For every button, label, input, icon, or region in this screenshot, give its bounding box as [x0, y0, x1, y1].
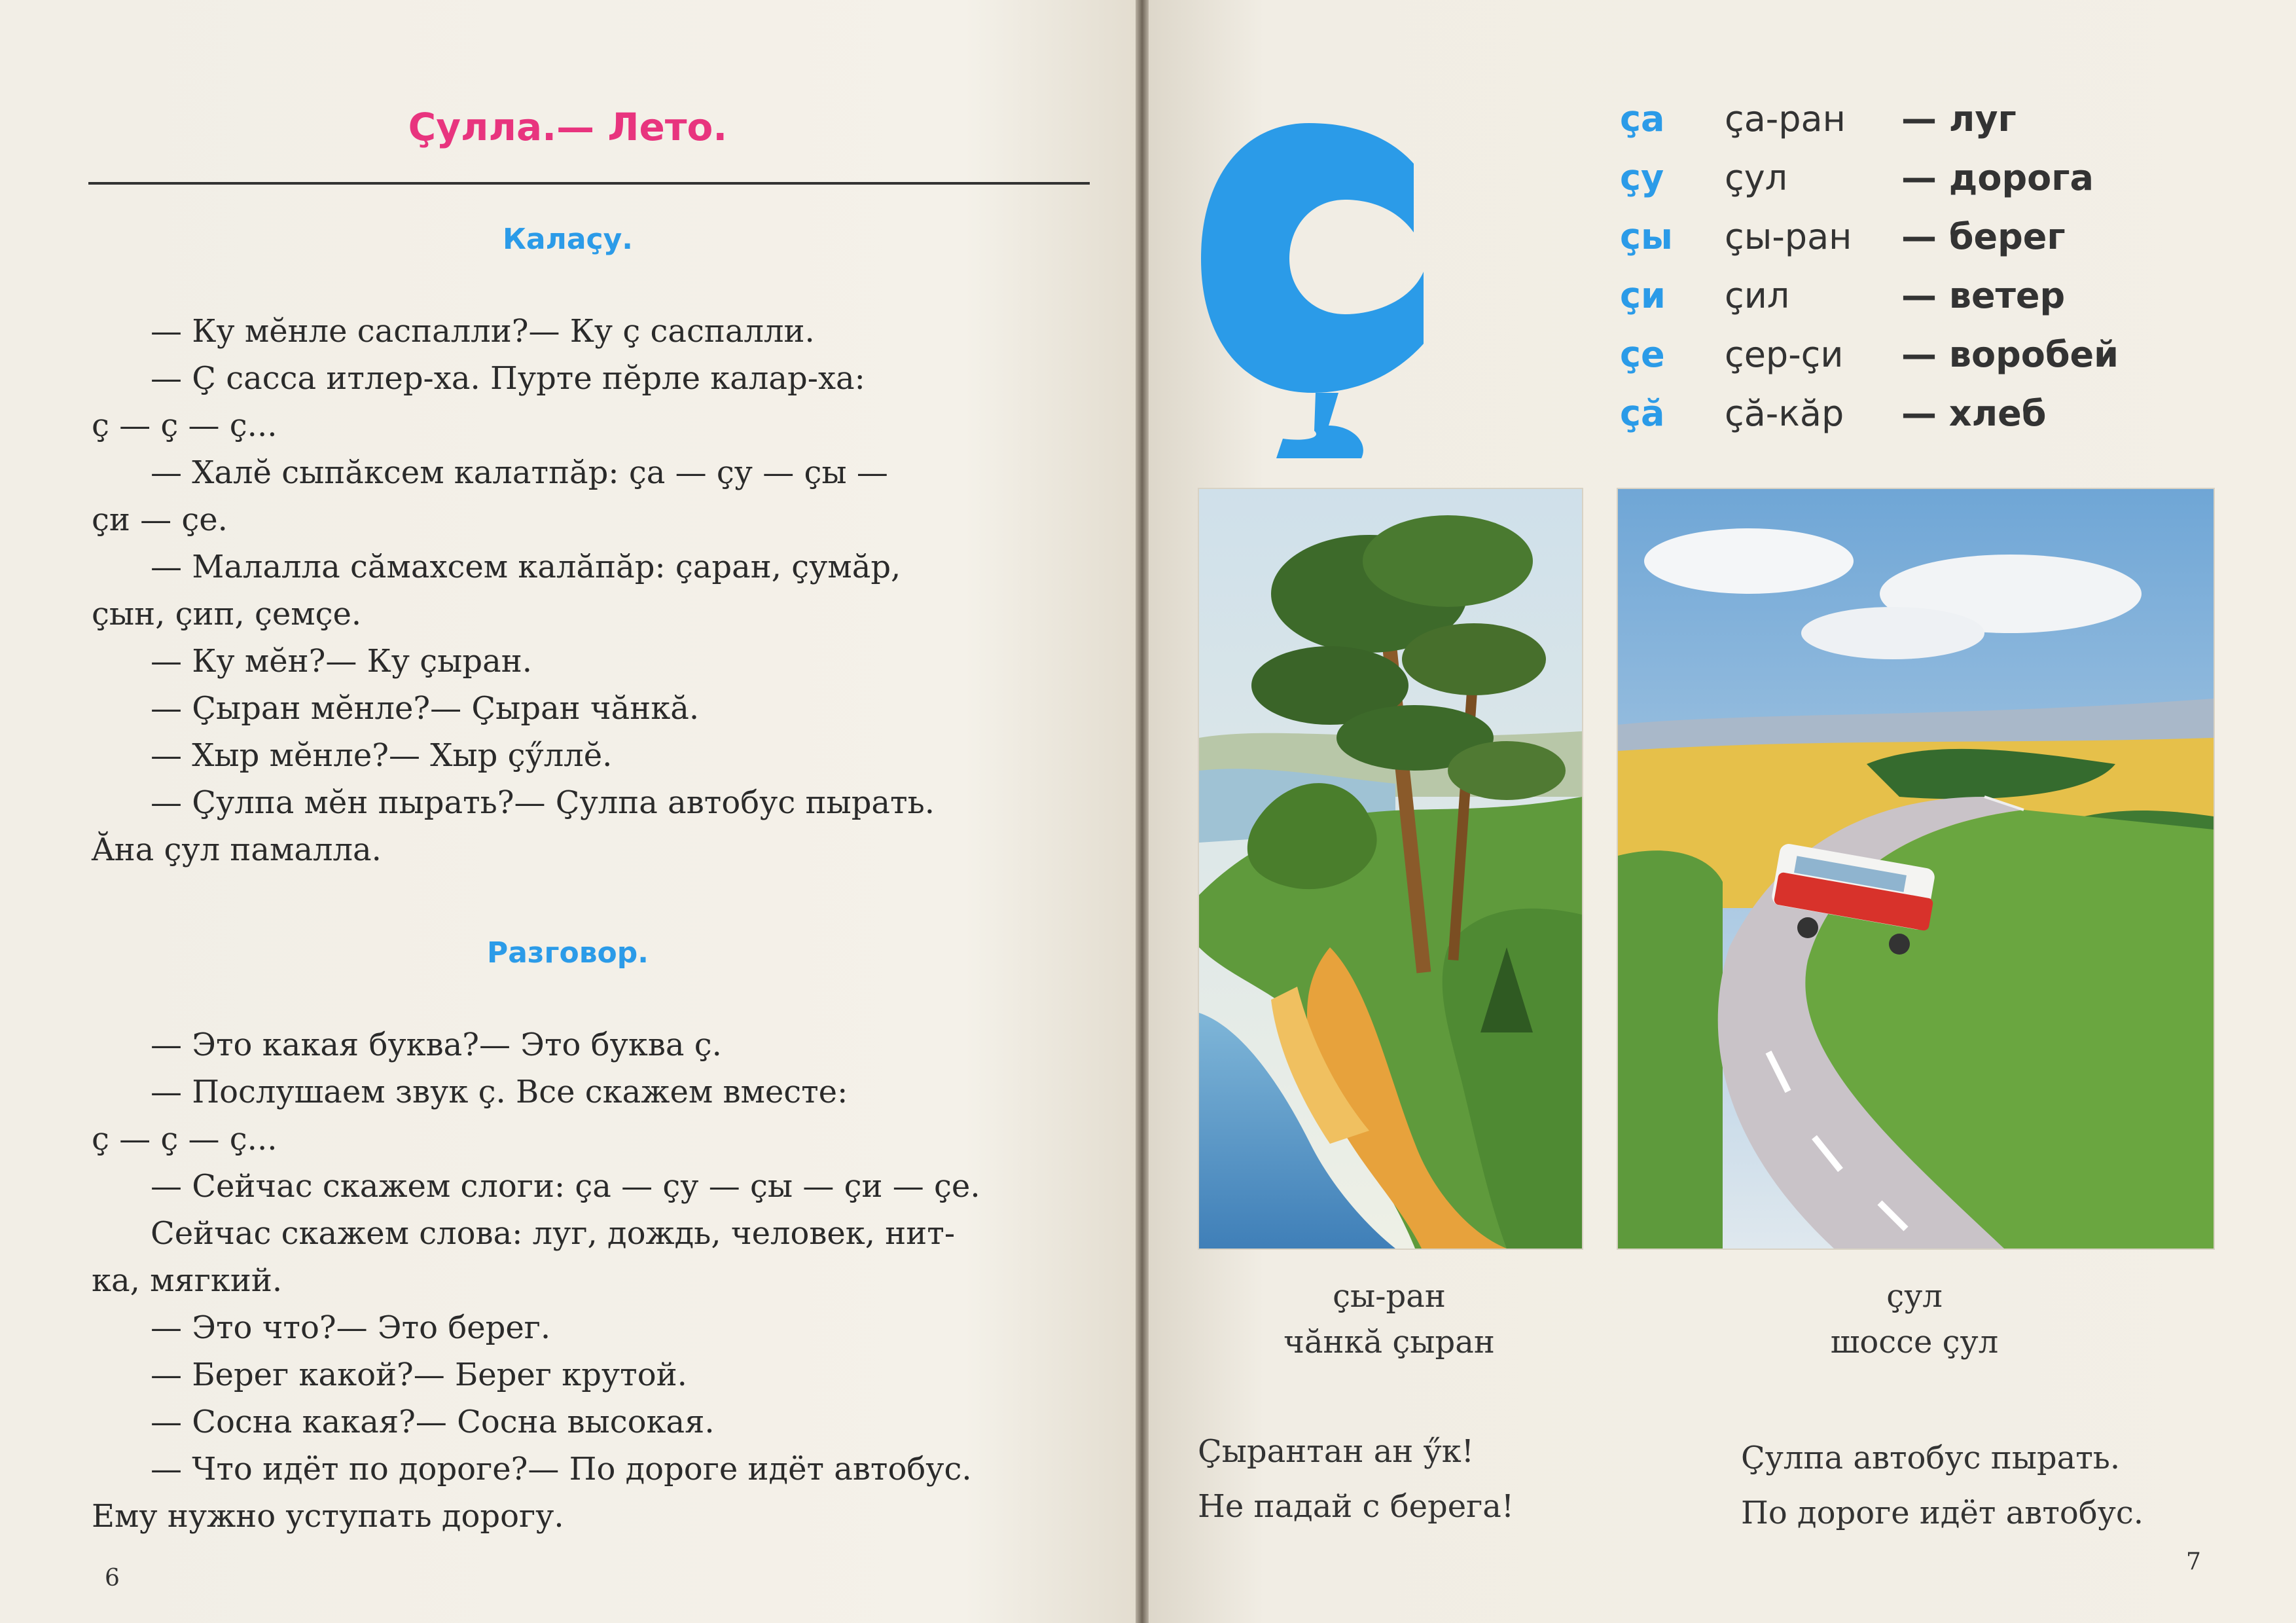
chuvash-word: çă-кăр: [1725, 393, 1844, 434]
dialogue-line: — Сейчас скажем слоги: ça — çу — çы — çи — çе.: [151, 1168, 980, 1205]
phrase-chuvash: Çулпа автобус пырать.: [1741, 1440, 2121, 1476]
syllable-row: [1620, 216, 2274, 275]
syllable-row: [1620, 334, 2274, 393]
dialogue-line: — Послушаем звук ç. Все скажем вместе:: [151, 1074, 848, 1110]
dialogue-line: ç — ç — ç...: [92, 1121, 278, 1158]
russian-translation: — ветер: [1901, 275, 2066, 316]
chuvash-word: çил: [1725, 275, 1790, 316]
page-number-left: 6: [105, 1565, 120, 1592]
syllable-row: [1620, 157, 2274, 216]
chuvash-word: ça-ран: [1725, 98, 1846, 139]
dialogue-line: — Ку мĕн?— Ку çыран.: [151, 643, 532, 680]
phrase-road: [1741, 1431, 2144, 1541]
syllable-row: [1620, 393, 2274, 452]
dialogue-line: — Халĕ сыпăксем калатпăр: ça — çу — çы —: [151, 454, 888, 491]
dialogue-line: ка, мягкий.: [92, 1262, 283, 1299]
dialogue-line: — Çулпа мĕн пырать?— Çулпа автобус пырать.: [151, 784, 935, 821]
chuvash-word: çы-ран: [1725, 216, 1852, 257]
dialogue-line: — Берег какой?— Берег крутой.: [151, 1357, 687, 1393]
dialogue-line: ç — ç — ç...: [92, 407, 278, 444]
russian-translation: — дорога: [1901, 157, 2094, 198]
chuvash-word: çер-çи: [1725, 334, 1844, 375]
syllable: ça: [1620, 98, 1665, 139]
chuvash-word: çул: [1725, 157, 1788, 198]
dialogue-line: — Что идёт по дороге?— По дороге идёт автобус.: [151, 1451, 972, 1487]
page-number-right: 7: [2186, 1548, 2201, 1575]
riverbank-illustration: [1198, 488, 1583, 1250]
dialogue-line: — Хыр мĕнле?— Хыр çӳллĕ.: [151, 737, 613, 774]
russian-dialogue: [92, 1021, 1096, 1540]
big-letter-c-cedilla: [1198, 118, 1473, 458]
dialogue-line: — Ку мĕнле саспалли?— Ку ç саспалли.: [151, 313, 815, 350]
dialogue-line: çи — çе.: [92, 501, 228, 538]
russian-translation: — луг: [1901, 98, 2017, 139]
caption-word: çул: [1886, 1278, 1943, 1315]
dialogue-line: — Это что?— Это берег.: [151, 1309, 551, 1346]
dialogue-line: — Это какая буква?— Это буква ç.: [151, 1027, 722, 1063]
caption-riverbank: [1198, 1273, 1581, 1365]
phrase-riverbank: [1198, 1424, 1514, 1534]
dialogue-line: — Сосна какая?— Сосна высокая.: [151, 1404, 715, 1440]
syllable-table: [1620, 98, 2274, 452]
caption-phrase: чăнкă çыран: [1283, 1324, 1495, 1360]
chuvash-dialogue: [92, 308, 1096, 873]
book-gutter: [1136, 0, 1149, 1623]
syllable: çу: [1620, 157, 1664, 198]
caption-word: çы-ран: [1333, 1278, 1446, 1315]
dialogue-line: Ăна çул памалла.: [92, 831, 382, 868]
dialogue-line: Ему нужно уступать дорогу.: [92, 1498, 564, 1535]
section-heading-russian: Разговор.: [486, 936, 649, 970]
title-divider: [88, 182, 1090, 185]
dialogue-line: çын, çип, çемçе.: [92, 596, 362, 632]
phrase-russian: Не падай с берега!: [1198, 1488, 1515, 1525]
phrase-russian: По дороге идёт автобус.: [1741, 1495, 2144, 1531]
caption-road: [1617, 1273, 2212, 1365]
section-heading-chuvash: Калаçу.: [502, 223, 634, 256]
russian-translation: — хлеб: [1901, 393, 2047, 434]
phrase-chuvash: Çырантан ан ӳк!: [1198, 1433, 1475, 1470]
dialogue-line: Сейчас скажем слова: луг, дождь, человек, нит-: [151, 1215, 956, 1252]
dialogue-line: — Малалла сăмахсем калăпăр: çаран, çумăр,: [151, 549, 901, 585]
russian-translation: — берег: [1901, 216, 2066, 257]
syllable: çе: [1620, 334, 1665, 375]
dialogue-line: — Çыран мĕнле?— Çыран чăнкă.: [151, 690, 700, 727]
syllable-row: [1620, 98, 2274, 157]
syllable: çи: [1620, 275, 1666, 316]
syllable: çă: [1620, 393, 1665, 434]
road-bus-illustration: [1617, 488, 2215, 1250]
page-title: Çулла.— Лето.: [408, 105, 728, 149]
syllable: çы: [1620, 216, 1673, 257]
russian-translation: — воробей: [1901, 334, 2119, 375]
syllable-row: [1620, 275, 2274, 334]
caption-phrase: шоссе çул: [1830, 1324, 1999, 1360]
dialogue-line: — Ç сасса итлер-ха. Пурте пĕрле калар-ха:: [151, 360, 865, 397]
